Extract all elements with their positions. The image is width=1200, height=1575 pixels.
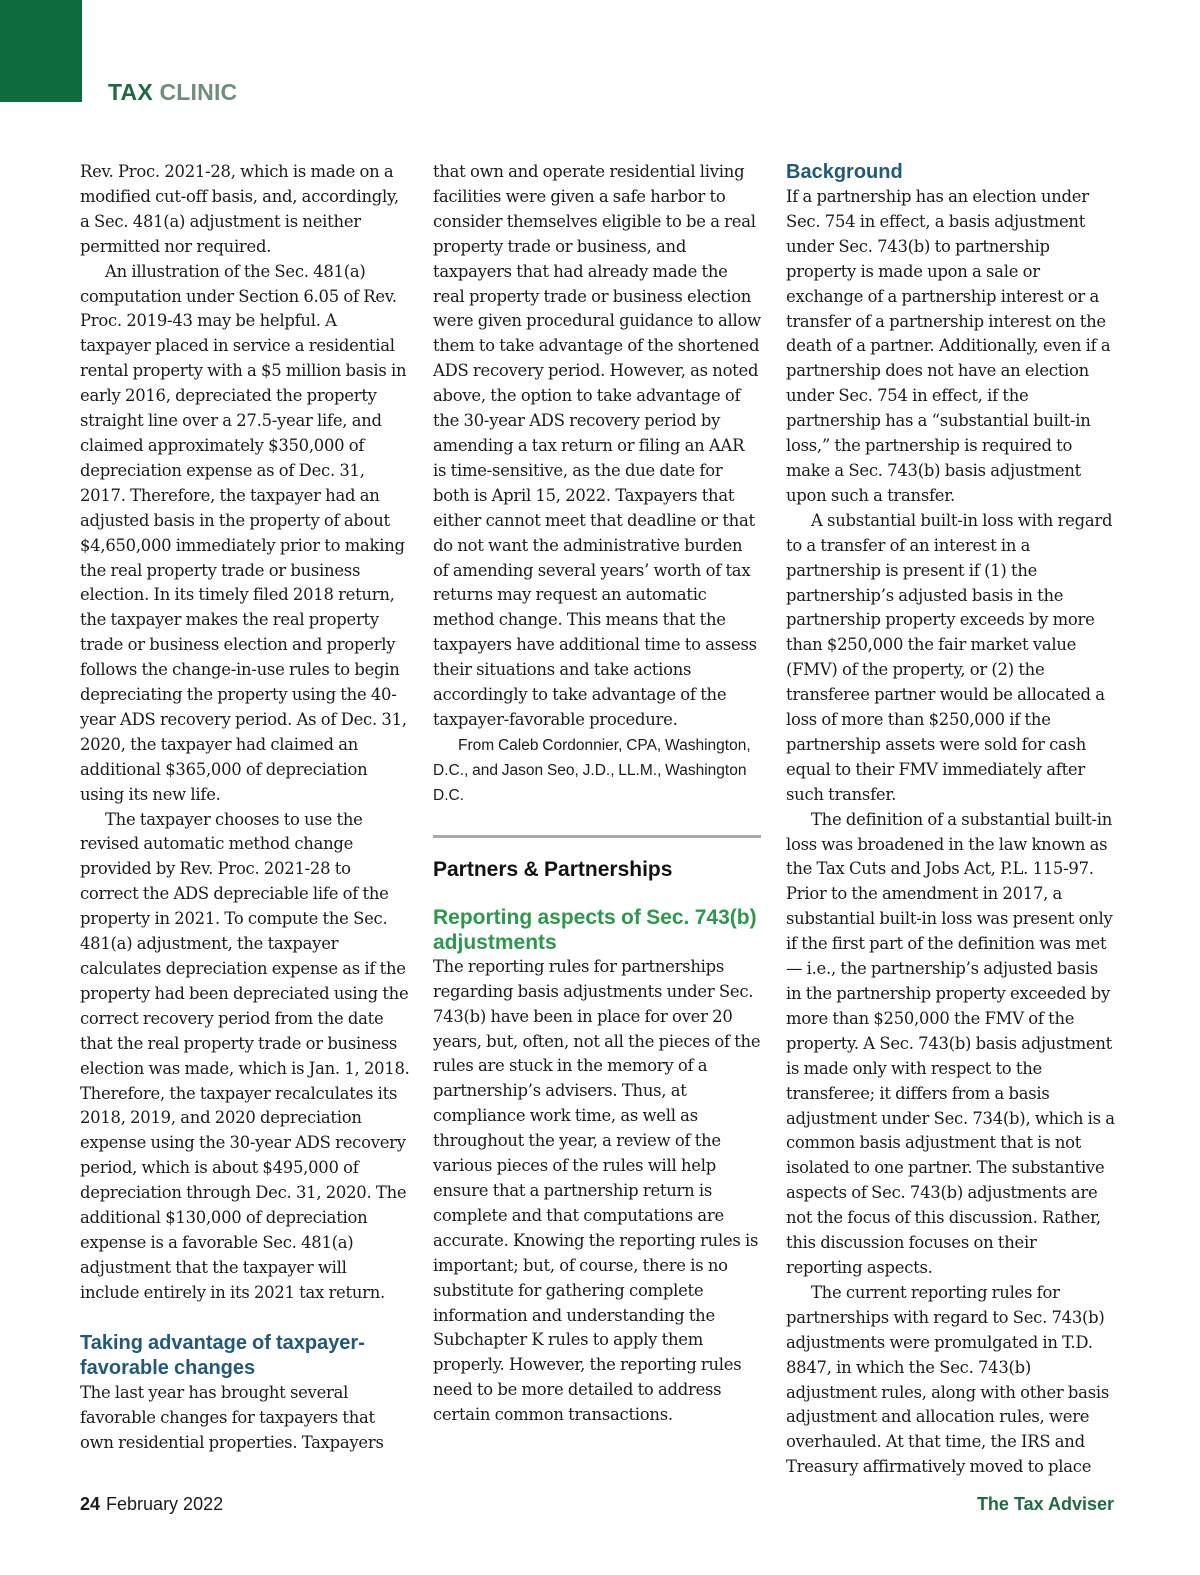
section-divider xyxy=(433,835,761,838)
section-header-bold: TAX xyxy=(108,79,153,105)
col3-paragraph-1: If a partnership has an election under Sec. 754 in effect, a basis adjustment under Sec. 743(b) to partnership property is made upon a sale or exchange of a partnership interest or a transfer of a partnership interest on the death of a partner. Additionally, even if a partnership does not have an election under Sec. 754 in effect, if the partnership has a “substantial built-in loss,” the partnership is required to make a Sec. 743(b) basis adjustment upon such a transfer. xyxy=(786,187,1111,505)
header-color-block xyxy=(0,0,82,102)
col1-paragraph-4: The last year has brought several favorable changes for taxpayers that own residential properties. Taxpayers xyxy=(80,1382,384,1452)
col1-paragraph-1: Rev. Proc. 2021-28, which is made on a modified cut-off basis, and, accordingly, a Sec. 481(a) adjustment is neither permitted nor required. xyxy=(80,162,399,256)
col1-subheading: Taking advantage of taxpayer-favorable changes xyxy=(80,1331,365,1379)
section-header xyxy=(108,78,237,106)
column-2 xyxy=(433,160,761,1428)
col3-paragraph-2: A substantial built-in loss with regard to a transfer of an interest in a partnership is present if (1) the partnership’s adjusted basis in the partnership property exceeds by more than $250,000 the fair market value (FMV) of the property, or (2) the transferee partner would be allocated a loss of more than $250,000 if the partnership assets were sold for cash equal to their FMV immediately after such transfer. xyxy=(786,510,1113,804)
col1-paragraph-3: The taxpayer chooses to use the revised automatic method change provided by Rev. Proc. 2021-28 to correct the ADS depreciable life of the property in 2021. To compute the Sec. 481(a) adjustment, the taxpayer calculates depreciation expense as if the property had been depreciated using the correct recovery period from the date that the real property trade or business election was made, which is Jan. 1, 2018. Therefore, the taxpayer recalculates its 2018, 2019, and 2020 depreciation expense using the 30-year ADS recovery period, which is about $495,000 of depreciation through Dec. 31, 2020. The additional $130,000 of depreciation expense is a favorable Sec. 481(a) adjustment that the taxpayer will include entirely in its 2021 tax return. xyxy=(80,809,410,1302)
page-number: 24 xyxy=(80,1494,101,1514)
issue-date: February 2022 xyxy=(106,1494,224,1514)
publication-name: The Tax Adviser xyxy=(976,1494,1114,1514)
col2-paragraph-2: The reporting rules for partnerships regarding basis adjustments under Sec. 743(b) have been in place for over 20 years, but, often, not all the pieces of the rules are stuck in the memory of a partnership’s advisers. Thus, at compliance work time, as well as throughout the year, a review of the various pieces of the rules will help ensure that a partnership return is complete and that computations are accurate. Knowing the reporting rules is important; but, of course, there is no substitute for gathering complete information and understanding the Subchapter K rules to apply them properly. However, the reporting rules need to be more detailed to address certain common transactions. xyxy=(433,956,761,1425)
col3-paragraph-3: The definition of a substantial built-in loss was broadened in the law known as the Tax Cuts and Jobs Act, P.L. 115-97. Prior to the amendment in 2017, a substantial built-in loss was present only if the first part of the definition was met — i.e., the partnership’s adjusted basis in the partnership property exceeded by more than $250,000 the FMV of the property. A Sec. 743(b) basis adjustment is made only with respect to the transferee; it differs from a basis adjustment under Sec. 734(b), which is a common basis adjustment that is not isolated to one partner. The substantive aspects of Sec. 743(b) adjustments are not the focus of this discussion. Rather, this discussion focuses on their reporting aspects. xyxy=(786,809,1115,1277)
section-title: Partners & Partnerships xyxy=(433,857,673,881)
section-header-light: CLINIC xyxy=(159,79,238,105)
col3-subheading: Background xyxy=(786,161,903,183)
footer-page-info xyxy=(80,1494,223,1515)
author-byline: From Caleb Cordonnier, CPA, Washington, D.C., and Jason Seo, J.D., LL.M., Washington D.C. xyxy=(433,736,751,804)
article-title: Reporting aspects of Sec. 743(b) adjustments xyxy=(433,905,757,954)
col3-paragraph-4: The current reporting rules for partnerships with regard to Sec. 743(b) adjustments were promulgated in T.D. 8847, in which the Sec. 743(b) adjustment rules, along with other basis adjustment and allocation rules, were overhauled. At that time, the IRS and Treasury affirmatively moved to place xyxy=(786,1282,1110,1477)
col1-paragraph-2: An illustration of the Sec. 481(a) computation under Section 6.05 of Rev. Proc. 2019-43 may be helpful. A taxpayer placed in service a residential rental property with a $5 million basis in early 2016, depreciated the property straight line over a 27.5-year life, and claimed approximately $350,000 of depreciation expense as of Dec. 31, 2017. Therefore, the taxpayer had an adjusted basis in the property of about $4,650,000 immediately prior to making the real property trade or business election. In its timely filed 2018 return, the taxpayer makes the real property trade or business election and properly follows the change-in-use rules to begin depreciating the property using the 40-year ADS recovery period. As of Dec. 31, 2020, the taxpayer had claimed an additional $365,000 of depreciation using its new life. xyxy=(80,261,407,804)
column-1 xyxy=(80,160,410,1455)
column-3 xyxy=(786,160,1116,1480)
col2-paragraph-1: that own and operate residential living facilities were given a safe harbor to consider themselves eligible to be a real property trade or business, and taxpayers that had already made the real property trade or business election were given procedural guidance to allow them to take advantage of the shortened ADS recovery period. However, as noted above, the option to take advantage of the 30-year ADS recovery period by amending a tax return or filing an AAR is time-sensitive, as the due date for both is April 15, 2022. Taxpayers that either cannot meet that deadline or that do not want the administrative burden of amending several years’ worth of tax returns may request an automatic method change. This means that the taxpayers have additional time to assess their situations and take actions accordingly to take advantage of the taxpayer-favorable procedure. xyxy=(433,162,761,729)
